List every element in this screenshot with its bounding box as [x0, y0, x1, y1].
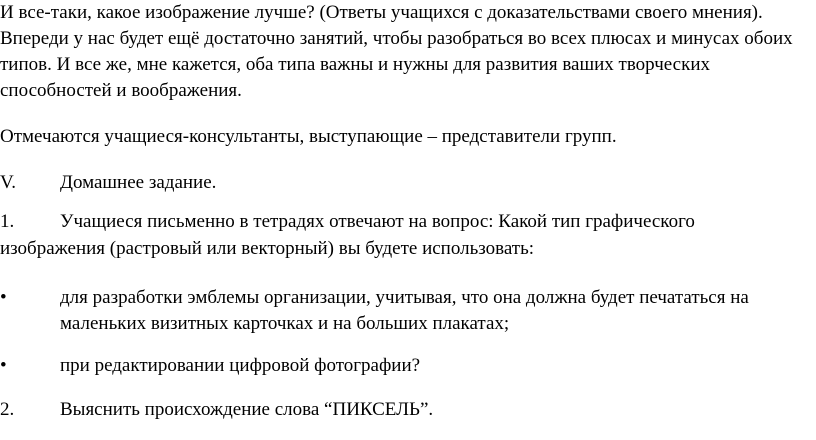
bullet-marker: •: [0, 287, 7, 308]
task-2-text: Выяснить происхождение слова “ПИКСЕЛЬ”.: [60, 399, 434, 420]
section-heading: Домашнее задание.: [60, 172, 217, 193]
task-1-number: 1.: [0, 211, 15, 232]
intro-paragraph: И все-таки, какое изображение лучше? (Ответы учащихся с доказательствами своего мнения). Впереди у нас будет ещё достаточно занятий, чтобы разобраться во всех плюсах и минусах обоих типов. И все же, мне кажется, оба типа важны и нужны для развития ваших творческих способностей и воображения.: [0, 2, 793, 101]
section-roman-numeral: V.: [0, 172, 17, 193]
consultants-paragraph: Отмечаются учащиеся-консультанты, выступающие – представители групп.: [0, 126, 617, 147]
bullet-text: при редактировании цифровой фотографии?: [60, 355, 421, 376]
task-1-text-line-2: изображения (растровый или векторный) вы будете использовать:: [0, 238, 535, 259]
task-1-continuation: [0, 236, 816, 262]
bullet-text: для разработки эмблемы организации, учитывая, что она должна будет печататься на маленьких визитных карточках и на больших плакатах;: [60, 287, 749, 334]
task-2-number: 2.: [0, 399, 15, 420]
task-1-text-line-1: Учащиеся письменно в тетрадях отвечают на вопрос: Какой тип графического: [60, 211, 695, 232]
bullet-marker: •: [0, 355, 7, 376]
